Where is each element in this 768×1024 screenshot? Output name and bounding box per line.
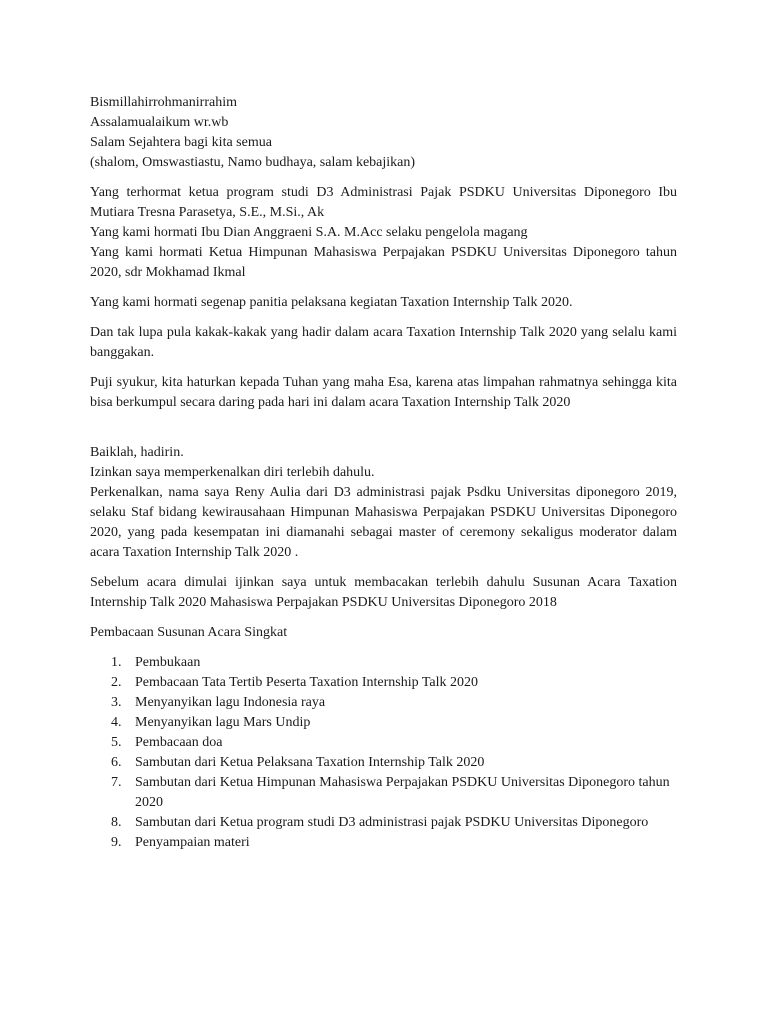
salam-line: Assalamualaikum wr.wb: [90, 115, 229, 130]
lintas-agama-line: (shalom, Omswastiastu, Namo budhaya, salam kebajikan): [90, 155, 416, 170]
agenda-item-text: Sambutan dari Ketua Himpunan Mahasiswa Perpajakan PSDKU Universitas Diponegoro tahun 2020: [135, 775, 670, 810]
spacer: [90, 643, 677, 653]
agenda-item: [90, 653, 677, 673]
spacer: [90, 363, 677, 373]
agenda-item-text: Menyanyikan lagu Mars Undip: [135, 715, 311, 730]
agenda-item-text: Sambutan dari Ketua Pelaksana Taxation Internship Talk 2020: [135, 755, 485, 770]
paragraph-kakak: Dan tak lupa pula kakak-kakak yang hadir dalam acara Taxation Internship Talk 2020 yang selalu kami banggakan.: [90, 325, 677, 360]
agenda-item-number: 4.: [111, 715, 122, 730]
document-page: [90, 93, 677, 853]
paragraph-puji-syukur: Puji syukur, kita haturkan kepada Tuhan yang maha Esa, karena atas limpahan rahmatnya sehingga kita bisa berkumpul secara daring pada hari ini dalam acara Taxation Internship Talk 2020: [90, 375, 677, 410]
agenda-list: [90, 653, 677, 853]
agenda-item-text: Menyanyikan lagu Indonesia raya: [135, 695, 326, 710]
honorific-kaprodi: Yang terhormat ketua program studi D3 Administrasi Pajak PSDKU Universitas Diponegoro Ibu Mutiara Tresna Parasetya, S.E., M.Si., Ak: [90, 185, 677, 220]
agenda-item-text: Sambutan dari Ketua program studi D3 administrasi pajak PSDKU Universitas Diponegoro: [135, 815, 649, 830]
sejahtera-line: Salam Sejahtera bagi kita semua: [90, 135, 272, 150]
bismillah-line: Bismillahirrohmanirrahim: [90, 95, 237, 110]
agenda-item-number: 2.: [111, 675, 122, 690]
agenda-item-text: Penyampaian materi: [135, 835, 250, 850]
agenda-item-number: 8.: [111, 815, 122, 830]
agenda-item: [90, 713, 677, 733]
agenda-item: [90, 753, 677, 773]
honorific-pengelola: Yang kami hormati Ibu Dian Anggraeni S.A. M.Acc selaku pengelola magang: [90, 225, 528, 240]
agenda-item: [90, 813, 677, 833]
honorific-ketua-himpunan: Yang kami hormati Ketua Himpunan Mahasiswa Perpajakan PSDKU Universitas Diponegoro tahun 2020, sdr Mokhamad Ikmal: [90, 245, 677, 280]
paragraph-panitia: Yang kami hormati segenap panitia pelaksana kegiatan Taxation Internship Talk 2020.: [90, 295, 573, 310]
agenda-item: [90, 733, 677, 753]
agenda-item: [90, 673, 677, 693]
spacer: [90, 313, 677, 323]
spacer: [90, 283, 677, 293]
spacer: [90, 613, 677, 623]
paragraph-izinkan: Izinkan saya memperkenalkan diri terlebih dahulu.: [90, 465, 375, 480]
paragraph-pembacaan-susunan: Pembacaan Susunan Acara Singkat: [90, 625, 288, 640]
agenda-item-number: 9.: [111, 835, 122, 850]
agenda-item: [90, 833, 677, 853]
agenda-item-text: Pembacaan Tata Tertib Peserta Taxation Internship Talk 2020: [135, 675, 479, 690]
paragraph-sebelum: Sebelum acara dimulai ijinkan saya untuk membacakan terlebih dahulu Susunan Acara Taxation Internship Talk 2020 Mahasiswa Perpajakan PSDKU Universitas Diponegoro 2018: [90, 575, 677, 610]
agenda-item-text: Pembacaan doa: [135, 735, 223, 750]
agenda-item: [90, 773, 677, 813]
agenda-item-number: 1.: [111, 655, 122, 670]
paragraph-hadirin: Baiklah, hadirin.: [90, 445, 184, 460]
agenda-item-number: 3.: [111, 695, 122, 710]
agenda-item-number: 5.: [111, 735, 122, 750]
spacer: [90, 563, 677, 573]
agenda-item-number: 7.: [111, 775, 122, 790]
agenda-item-text: Pembukaan: [135, 655, 201, 670]
agenda-item-number: 6.: [111, 755, 122, 770]
spacer: [90, 173, 677, 183]
paragraph-perkenalan: Perkenalkan, nama saya Reny Aulia dari D3 administrasi pajak Psdku Universitas diponegoro 2019, selaku Staf bidang kewirausahaan Himpunan Mahasiswa Perpajakan PSDKU Universitas Diponegoro 2020, yang pada kesempatan ini diamanahi sebagai master of ceremony sekaligus moderator dalam acara Taxation Internship Talk 2020 .: [90, 485, 677, 560]
agenda-item: [90, 693, 677, 713]
spacer: [90, 413, 677, 443]
